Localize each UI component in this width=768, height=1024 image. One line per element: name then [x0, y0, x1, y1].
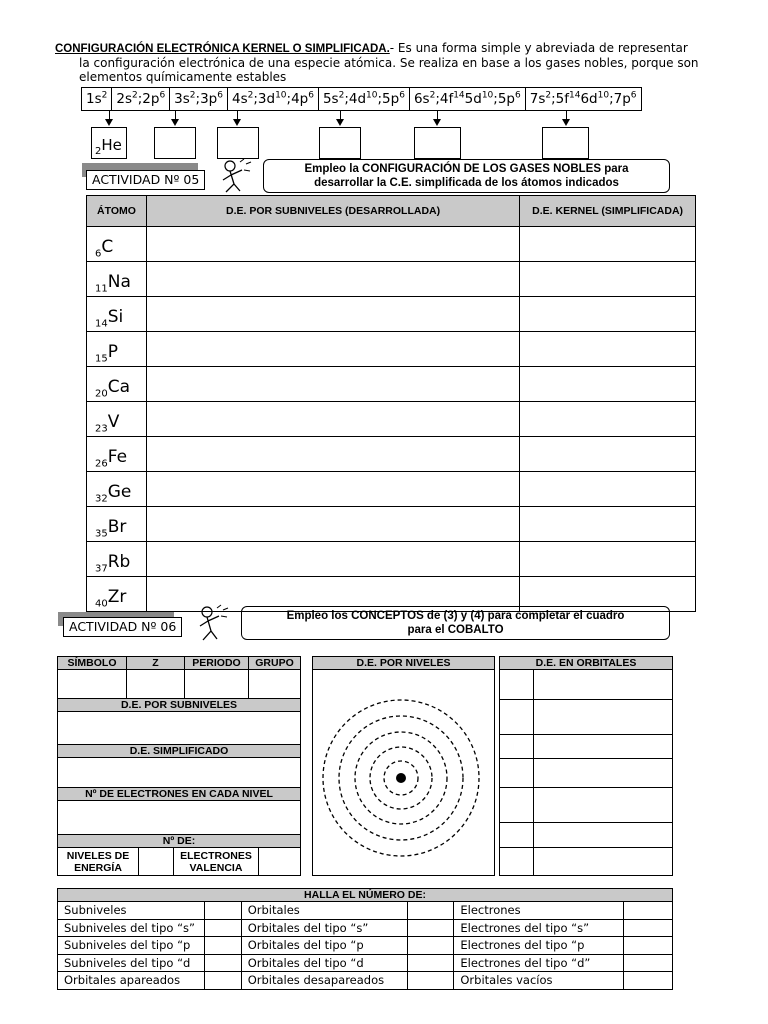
answer-cell[interactable] [204, 902, 241, 920]
answer-cell[interactable] [624, 937, 673, 955]
answer-cell[interactable] [624, 954, 673, 972]
de-subniveles-cell[interactable] [146, 542, 519, 577]
atom-symbol: $_{23}$V [87, 402, 147, 437]
arrow-down-icon [175, 111, 176, 121]
table-row [58, 937, 673, 955]
de-subniveles-cell[interactable] [146, 402, 519, 437]
config-sequence [81, 87, 642, 111]
atom-symbol: $_{35}$Br [87, 507, 147, 542]
label-n-de: Nº DE: [57, 834, 301, 848]
activity-05-label: ACTIVIDAD Nº 05 [86, 170, 205, 190]
intro-paragraph [55, 41, 715, 84]
noble-gas-box-he: $_2$He [91, 127, 127, 159]
answer-cell[interactable] [408, 972, 454, 990]
arrow-down-icon [566, 111, 567, 121]
periodo-cell[interactable] [184, 669, 249, 699]
config-cell: $4s^2;3d^{10};4p^6$ [228, 88, 319, 110]
question-label: Orbitales desapareados [241, 972, 408, 990]
label-electrones-valencia: ELECTRONES VALENCIA [173, 847, 259, 876]
config-cell: $3s^2;3p^6$ [170, 88, 228, 110]
question-label: Orbitales vacíos [454, 972, 624, 990]
question-label: Subniveles del tipo “p [58, 937, 205, 955]
question-label: Orbitales del tipo “d [241, 954, 408, 972]
answer-cell[interactable] [624, 919, 673, 937]
question-label: Electrones del tipo “s” [454, 919, 624, 937]
config-cell: $6s^2;4f^{14}5d^{10};5p^6$ [410, 88, 526, 110]
question-label: Orbitales apareados [58, 972, 205, 990]
de-kernel-cell[interactable] [520, 472, 696, 507]
electrones-nivel-cell[interactable] [57, 800, 301, 835]
atom-symbol: $_{11}$Na [87, 262, 147, 297]
table-row [87, 402, 696, 437]
atom-symbol: $_{32}$Ge [87, 472, 147, 507]
divider [499, 758, 673, 759]
label-simbolo: SÍMBOLO [57, 656, 127, 670]
de-kernel-cell[interactable] [520, 227, 696, 262]
de-kernel-cell[interactable] [520, 507, 696, 542]
scientist-icon [216, 158, 256, 194]
de-subniveles-cell[interactable] [146, 507, 519, 542]
config-cell: $1s^2$ [82, 88, 112, 110]
config-cell: $7s^2;5f^{14}6d^{10};7p^6$ [529, 90, 637, 107]
arrow-down-icon [437, 111, 438, 121]
activity-06-label: ACTIVIDAD Nº 06 [63, 617, 182, 637]
table-row [87, 297, 696, 332]
noble-gas-box[interactable] [319, 127, 361, 159]
config-cell: $2s^2;2p^6$ [112, 88, 170, 110]
answer-cell[interactable] [624, 902, 673, 920]
halla-numero-header: HALLA EL NÚMERO DE: [58, 889, 673, 902]
answer-cell[interactable] [408, 937, 454, 955]
orbitales-left-col [499, 669, 534, 876]
question-label: Orbitales [241, 902, 408, 920]
answer-cell[interactable] [624, 972, 673, 990]
arrow-down-icon [109, 111, 110, 121]
de-kernel-cell[interactable] [520, 367, 696, 402]
arrow-down-icon [340, 111, 341, 121]
de-subniveles-cell[interactable] [146, 367, 519, 402]
question-label: Subniveles del tipo “s” [58, 919, 205, 937]
table-row [87, 507, 696, 542]
question-label: Electrones del tipo “p [454, 937, 624, 955]
atom-symbol: $_6$C [87, 227, 147, 262]
intro-line1: - Es una forma simple y abreviada de representar [389, 41, 688, 55]
noble-gas-box[interactable] [154, 127, 196, 159]
table-row [87, 262, 696, 297]
intro-line3: elementos químicamente estables [79, 70, 287, 84]
header-atom: ÁTOMO [87, 196, 147, 227]
grupo-cell[interactable] [248, 669, 301, 699]
de-subniveles-cell[interactable] [146, 227, 519, 262]
noble-gas-box[interactable] [414, 127, 461, 159]
arrow-down-icon [237, 111, 238, 121]
table-row [58, 919, 673, 937]
de-kernel-cell[interactable] [520, 332, 696, 367]
answer-cell[interactable] [204, 937, 241, 955]
answer-cell[interactable] [204, 972, 241, 990]
divider [499, 699, 673, 700]
header-de-subniveles: D.E. POR SUBNIVELES (DESARROLLADA) [146, 196, 519, 227]
question-label: Subniveles [58, 902, 205, 920]
z-cell[interactable] [126, 669, 185, 699]
atoms-table [86, 195, 696, 612]
table-row [87, 367, 696, 402]
divider [499, 822, 673, 823]
de-kernel-cell[interactable] [520, 542, 696, 577]
cobalt-left-block [57, 656, 301, 876]
noble-gas-box[interactable] [217, 127, 259, 159]
de-kernel-cell[interactable] [520, 437, 696, 472]
answer-cell[interactable] [204, 954, 241, 972]
label-electrones-nivel: Nº DE ELECTRONES EN CADA NIVEL [57, 787, 301, 801]
de-subniveles-cell[interactable] [146, 472, 519, 507]
simbolo-cell[interactable] [57, 669, 127, 699]
question-label: Orbitales del tipo “p [241, 937, 408, 955]
answer-cell[interactable] [408, 919, 454, 937]
table-row [87, 227, 696, 262]
table-row [58, 902, 673, 920]
halla-numero-table [57, 888, 673, 990]
activity-06-instruction: Empleo los CONCEPTOS de (3) y (4) para completar el cuadro para el COBALTO [241, 606, 670, 640]
question-label: Subniveles del tipo “d [58, 954, 205, 972]
orbitales-right-col [533, 669, 673, 876]
label-niveles-energia: NIVELES DE ENERGÍA [57, 847, 139, 876]
table-row [87, 437, 696, 472]
answer-cell[interactable] [204, 919, 241, 937]
atom-symbol: $_{15}$P [87, 332, 147, 367]
de-niveles-diagram [312, 669, 495, 876]
atom-symbol: $_{14}$Si [87, 297, 147, 332]
config-cell: $5s^2;4d^{10};5p^6$ [319, 88, 410, 110]
table-row [58, 954, 673, 972]
question-label: Orbitales del tipo “s” [241, 919, 408, 937]
de-subniveles-cell[interactable] [146, 297, 519, 332]
de-subniveles-cell[interactable] [146, 437, 519, 472]
de-simplificado-cell[interactable] [57, 757, 301, 788]
label-z: Z [126, 656, 185, 670]
de-kernel-cell[interactable] [520, 297, 696, 332]
de-subniveles-cell[interactable] [146, 332, 519, 367]
niveles-energia-cell[interactable] [138, 847, 174, 876]
de-subniveles-cell[interactable] [146, 262, 519, 297]
header-de-kernel: D.E. KERNEL (SIMPLIFICADA) [520, 196, 696, 227]
table-row [87, 472, 696, 507]
electrones-valencia-cell[interactable] [258, 847, 301, 876]
answer-cell[interactable] [408, 902, 454, 920]
intro-heading: CONFIGURACIÓN ELECTRÓNICA KERNEL O SIMPLIFICADA. [55, 43, 390, 55]
atom-symbol: $_{37}$Rb [87, 542, 147, 577]
atom-shells-icon [313, 670, 494, 875]
noble-gas-box[interactable] [542, 127, 589, 159]
label-grupo: GRUPO [248, 656, 301, 670]
label-de-subniveles: D.E. POR SUBNIVELES [57, 698, 301, 712]
de-kernel-cell[interactable] [520, 262, 696, 297]
scientist-icon [193, 604, 233, 642]
atom-symbol: $_{20}$Ca [87, 367, 147, 402]
divider [499, 847, 673, 848]
question-label: Electrones [454, 902, 624, 920]
table-row [87, 542, 696, 577]
label-periodo: PERIODO [184, 656, 249, 670]
label-de-niveles: D.E. POR NIVELES [312, 656, 495, 670]
divider [499, 787, 673, 788]
table-row [87, 332, 696, 367]
label-de-simplificado: D.E. SIMPLIFICADO [57, 744, 301, 758]
atom-symbol: $_{26}$Fe [87, 437, 147, 472]
de-subniveles-cell[interactable] [57, 711, 301, 745]
table-row [58, 972, 673, 990]
label-de-orbitales: D.E. EN ORBITALES [499, 656, 673, 670]
atom-symbol: $_{40}$Zr [87, 577, 147, 612]
answer-cell[interactable] [408, 954, 454, 972]
divider [499, 734, 673, 735]
de-kernel-cell[interactable] [520, 402, 696, 437]
intro-line2: la configuración electrónica de una especie atómica. Se realiza en base a los gases nobles, porque son [79, 56, 699, 70]
de-orbitales-grid [499, 669, 673, 876]
question-label: Electrones del tipo “d” [454, 954, 624, 972]
activity-05-instruction: Empleo la CONFIGURACIÓN DE LOS GASES NOBLES para desarrollar la C.E. simplificada de los átomos indicados [263, 159, 670, 193]
